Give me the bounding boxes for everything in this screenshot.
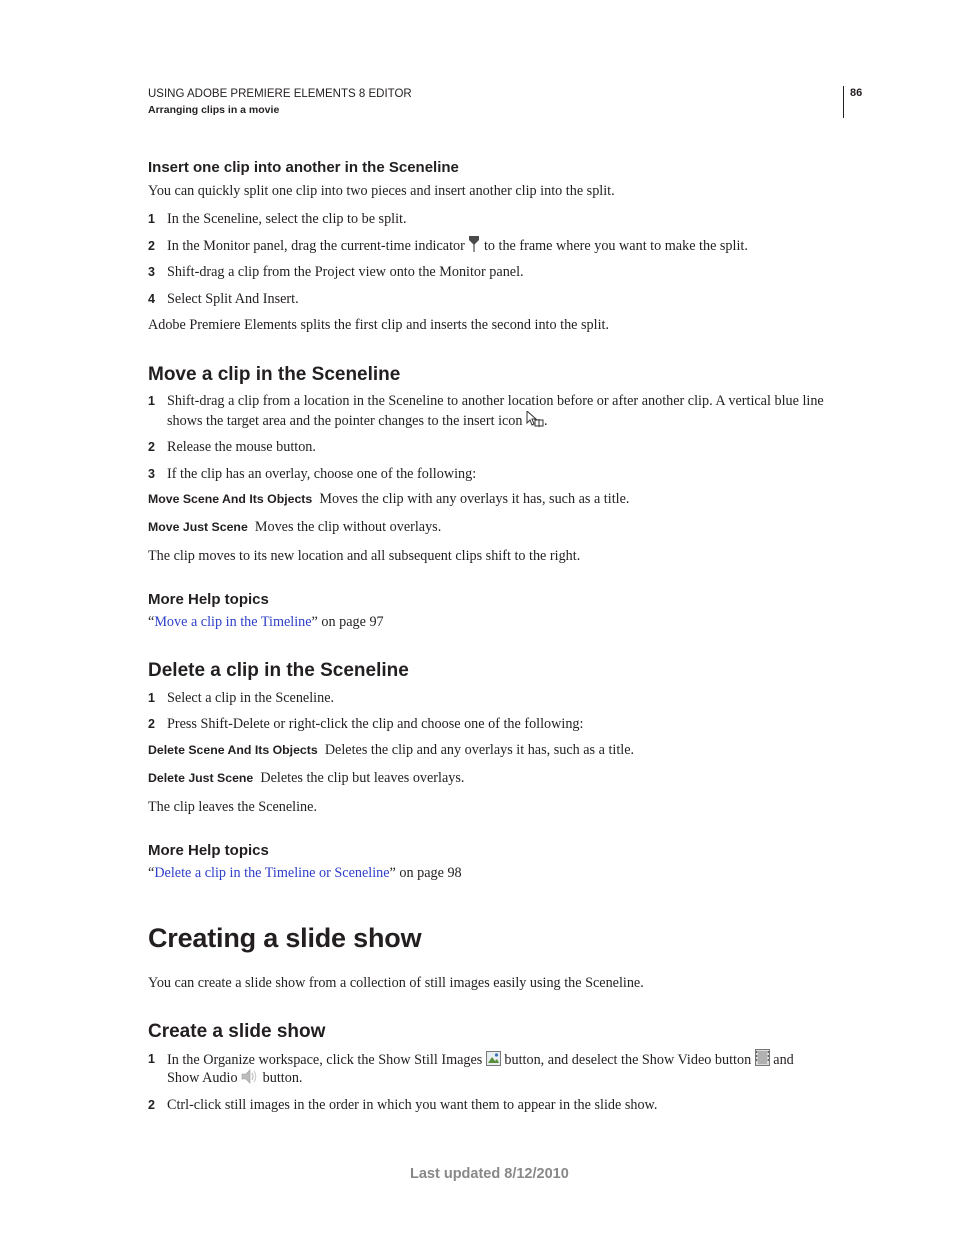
insert-intro: You can quickly split one clip into two pieces and insert another clip into the split. bbox=[148, 183, 615, 199]
header-divider bbox=[843, 86, 844, 118]
slideshow-step-1-a: In the Organize workspace, click the Show Still Images bbox=[167, 1052, 483, 1068]
chapter-title: Creating a slide show bbox=[148, 923, 422, 953]
step-number: 2 bbox=[148, 239, 155, 253]
slideshow-step-2: Ctrl-click still images in the order in which you want them to appear in the slide show. bbox=[167, 1097, 658, 1113]
quote-open: “ bbox=[148, 614, 155, 630]
option-term: Delete Just Scene bbox=[148, 771, 254, 785]
slideshow-step-1-b: button, and deselect the Show Video button bbox=[504, 1052, 752, 1068]
step-number: 3 bbox=[148, 467, 155, 481]
delete-option-1 bbox=[148, 740, 634, 760]
move-help-line bbox=[148, 612, 384, 632]
help-link-move-timeline[interactable]: Move a clip in the Timeline bbox=[154, 614, 312, 630]
delete-step-2: Press Shift-Delete or right-click the clip and choose one of the following: bbox=[167, 716, 584, 732]
option-term: Move Just Scene bbox=[148, 520, 248, 534]
step-number: 3 bbox=[148, 265, 155, 279]
slideshow-step-1-e: button. bbox=[262, 1070, 303, 1086]
step-number: 1 bbox=[148, 394, 155, 408]
delete-outro: The clip leaves the Sceneline. bbox=[148, 799, 317, 815]
delete-step-1: Select a clip in the Sceneline. bbox=[167, 690, 335, 706]
option-desc: Moves the clip with any overlays it has, such as a title. bbox=[319, 491, 630, 507]
help-link-delete-timeline[interactable]: Delete a clip in the Timeline or Sceneline bbox=[154, 865, 390, 881]
move-step-1-line-1: Shift-drag a clip from a location in the Sceneline to another location before or after another clip. A vertical blue line bbox=[167, 393, 824, 409]
option-term: Delete Scene And Its Objects bbox=[148, 743, 318, 757]
insert-step-2-part-a: In the Monitor panel, drag the current-time indicator bbox=[167, 238, 465, 254]
step-number: 2 bbox=[148, 717, 155, 731]
option-term: Move Scene And Its Objects bbox=[148, 492, 313, 506]
move-step-2: Release the mouse button. bbox=[167, 439, 316, 455]
insert-step-2-part-b: to the frame where you want to make the split. bbox=[483, 238, 748, 254]
move-step-3: If the clip has an overlay, choose one of the following: bbox=[167, 466, 477, 482]
insert-step-4: Select Split And Insert. bbox=[167, 291, 299, 307]
heading-insert-clip: Insert one clip into another in the Sceneline bbox=[148, 159, 459, 176]
insert-step-3: Shift-drag a clip from the Project view onto the Monitor panel. bbox=[167, 264, 524, 280]
quote-open: “ bbox=[148, 865, 155, 881]
step-number: 1 bbox=[148, 691, 155, 705]
heading-delete-clip: Delete a clip in the Sceneline bbox=[148, 660, 409, 681]
slideshow-step-1-d: Show Audio bbox=[167, 1070, 238, 1086]
move-option-1 bbox=[148, 489, 629, 509]
show-video-icon bbox=[755, 1049, 770, 1072]
step-number: 2 bbox=[148, 1098, 155, 1112]
more-help-heading: More Help topics bbox=[148, 591, 269, 608]
option-desc: Moves the clip without overlays. bbox=[254, 519, 442, 535]
insert-outro: Adobe Premiere Elements splits the first clip and inserts the second into the split. bbox=[148, 317, 610, 333]
move-option-2 bbox=[148, 517, 441, 537]
slideshow-step-1-line-2 bbox=[167, 1068, 302, 1090]
move-step-1-line-2 bbox=[167, 411, 548, 433]
move-step-1-period: . bbox=[544, 413, 548, 429]
page-number: 86 bbox=[850, 87, 863, 99]
running-header-title: USING ADOBE PREMIERE ELEMENTS 8 EDITOR bbox=[148, 88, 412, 100]
insert-step-1: In the Sceneline, select the clip to be split. bbox=[167, 211, 407, 227]
insert-pointer-icon bbox=[526, 411, 544, 433]
slideshow-step-1-c: and bbox=[773, 1052, 794, 1068]
step-number: 4 bbox=[148, 292, 155, 306]
help-link-suffix: ” on page 97 bbox=[311, 614, 384, 630]
last-updated-footer: Last updated 8/12/2010 bbox=[410, 1166, 569, 1182]
move-outro: The clip moves to its new location and all subsequent clips shift to the right. bbox=[148, 548, 581, 564]
help-link-suffix: ” on page 98 bbox=[389, 865, 462, 881]
more-help-heading: More Help topics bbox=[148, 842, 269, 859]
delete-option-2 bbox=[148, 768, 464, 788]
delete-help-line bbox=[148, 863, 462, 883]
heading-create-slideshow: Create a slide show bbox=[148, 1021, 326, 1042]
heading-move-clip: Move a clip in the Sceneline bbox=[148, 364, 401, 385]
show-audio-icon bbox=[241, 1069, 259, 1090]
step-number: 2 bbox=[148, 440, 155, 454]
option-desc: Deletes the clip but leaves overlays. bbox=[260, 770, 465, 786]
step-number: 1 bbox=[148, 212, 155, 226]
current-time-indicator-icon bbox=[468, 236, 480, 258]
show-still-images-icon bbox=[486, 1051, 501, 1072]
insert-step-2 bbox=[167, 236, 748, 258]
slideshow-intro: You can create a slide show from a collection of still images easily using the Sceneline. bbox=[148, 975, 644, 991]
option-desc: Deletes the clip and any overlays it has, such as a title. bbox=[324, 742, 635, 758]
step-number: 1 bbox=[148, 1052, 155, 1066]
running-header-section: Arranging clips in a movie bbox=[148, 104, 280, 116]
move-step-1-line-2-text: shows the target area and the pointer changes to the insert icon bbox=[167, 413, 523, 429]
